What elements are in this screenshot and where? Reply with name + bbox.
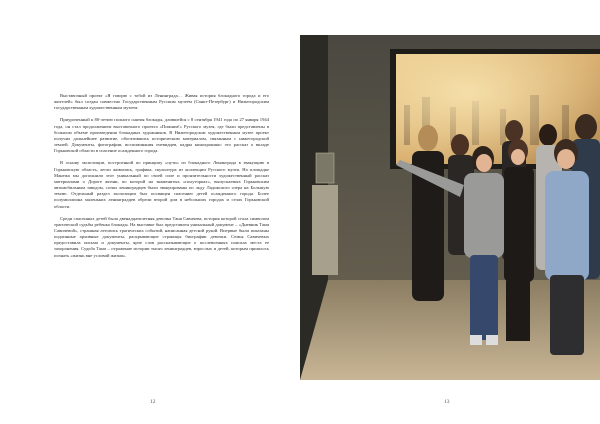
paragraph-3: В основу экспозиции, построенной по принципу «пути» из блокадного Ленинграда в эвакуацию в Горьковскую область, легли живопись, графика, скульптура из коллекции Русского музея. На площадке Манежа мы дополнили этот уникальный по своей силе и пронзительности художественный рассказ материалами о Дороге жизни, по которой на знаменитых «полуторках», выпускаемых Горьковским автомобильным заводом, сотни ленинградцев были эвакуированы по льду Ладожского озера на Большую землю. Отдельный раздел экспозиции был посвящен спасению детей осажденного города. Более полумиллиона маленьких ленинградцев обрели второй дом в небольших городах и селах Горьковской области.	[54, 160, 269, 209]
page-number-left: 12	[150, 399, 156, 405]
article-text	[54, 93, 269, 265]
paragraph-1: Выставочный проект «Я говорю с тобой из Ленинграда… Живая история блокадного города и его жителей» был создан совместно Государственным Русским музеем (Санкт-Петербург) и Нижегородским государственным художественным музеем.	[54, 93, 269, 111]
page-number-right: 13	[444, 399, 450, 405]
paragraph-4: Среди спасенных детей была двенадцатилетняя девочка Таня Савичева, история которой стала символом трагической судьбы ребенка блокады. На выставке был представлен уникальный документ – «Дневник Тани Савичевой», страшная летопись трагических событий, написанная детской рукой. Впервые были показаны подлинные архивные документы, раскрывающие страницы биографии девочки. Семья Савичевых предоставила письма и документы, ярче слов рассказывающие о послевоенных поисках места ее захоронения. Судьба Тани – отражение истории тысяч ленинградцев, взрослых и детей, которым пришлось познать «жизнь вне условий жизни».	[54, 215, 269, 258]
exhibition-photo-illustration	[300, 35, 600, 380]
paragraph-2: Приуроченный к 80-летию полного снятия блокады, длившейся с 8 сентября 1941 года по 27 января 1944 года, он стал продолжением выставочного проекта «Помним!» Русского музея, где были представлены в большом объеме произведения блокадных художников. В Нижегородском художественном музее проект получил дальнейшее развитие, обогатившись историческим материалом, связанным с нижегородской землей. Документы, фотографии, воспоминания очевидцев, кадры кинохроники: это рассказ о вкладе Горьковской области в спасение осажденного города.	[54, 117, 269, 154]
exhibition-photo	[300, 35, 600, 380]
